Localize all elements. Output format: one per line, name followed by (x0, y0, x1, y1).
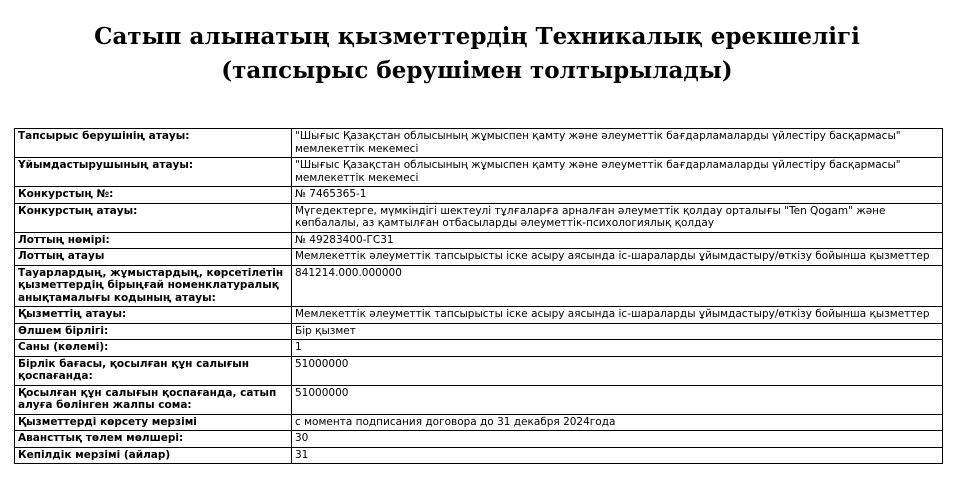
row-label: Тапсырыс берушінің атауы: (15, 129, 292, 158)
table-row-lot-name (15, 249, 943, 266)
row-value: "Шығыс Қазақстан облысының жұмыспен қамту және әлеуметтік бағдарламаларды үйлестіру басқармасы" мемлекеттік мекемесі (292, 129, 943, 158)
table-row-contest-number (15, 187, 943, 204)
table-row-quantity (15, 340, 943, 357)
row-label: Лоттың атауы (15, 249, 292, 266)
specification-table (14, 128, 943, 464)
title-line-1: Сатып алынатың қызметтердің Техникалық ерекшелігі (94, 23, 860, 50)
row-label: Лоттың нөмірі: (15, 232, 292, 249)
row-label: Авансттық төлем мөлшері: (15, 431, 292, 448)
table-row-customer-name (15, 129, 943, 158)
row-value: № 7465365-1 (292, 187, 943, 204)
row-value: 841214.000.000000 (292, 265, 943, 307)
row-label: Конкурстың атауы: (15, 203, 292, 232)
table-row-service-period (15, 414, 943, 431)
row-label: Конкурстың №: (15, 187, 292, 204)
row-label: Кепілдік мерзімі (айлар) (15, 447, 292, 464)
table-row-warranty-period (15, 447, 943, 464)
row-value: 1 (292, 340, 943, 357)
row-label: Қосылған құн салығын қоспағанда, сатып алуға бөлінген жалпы сома: (15, 385, 292, 414)
row-value: Мемлекеттік әлеуметтік тапсырысты іске асыру аясында іс-шараларды ұйымдастыру/өткізу бойынша қызметтер (292, 307, 943, 324)
row-value: Бір қызмет (292, 323, 943, 340)
title-line-2: (тапсырыс берушімен толтырылады) (221, 57, 733, 84)
row-value: № 49283400-ГС31 (292, 232, 943, 249)
row-label: Бірлік бағасы, қосылған құн салығын қоспағанда: (15, 356, 292, 385)
row-value: Мемлекеттік әлеуметтік тапсырысты іске асыру аясында іс-шараларды ұйымдастыру/өткізу бойынша қызметтер (292, 249, 943, 266)
table-row-organizer-name (15, 158, 943, 187)
row-label: Ұйымдастырушының атауы: (15, 158, 292, 187)
table-row-total-amount (15, 385, 943, 414)
table-row-unit-of-measure (15, 323, 943, 340)
table-row-contest-name (15, 203, 943, 232)
row-label: Тауарлардың, жұмыстардың, көрсетілетін қызметтердің бірыңғай номенклатуралық анықтамалығы кодының атауы: (15, 265, 292, 307)
table-row-advance-payment (15, 431, 943, 448)
row-value: 31 (292, 447, 943, 464)
row-value: 51000000 (292, 356, 943, 385)
row-label: Қызметтің атауы: (15, 307, 292, 324)
row-value: 30 (292, 431, 943, 448)
row-value: Мүгедектерге, мүмкіндігі шектеулі тұлғаларға арналған әлеуметтік қолдау орталығы "Ten Qogam" және көпбалалы, аз қамтылған отбасыларды әлеуметтік-психологиялық қолдау (292, 203, 943, 232)
row-label: Саны (көлемі): (15, 340, 292, 357)
page-title (0, 20, 954, 88)
table-row-unit-price (15, 356, 943, 385)
row-label: Өлшем бірлігі: (15, 323, 292, 340)
table-row-lot-number (15, 232, 943, 249)
row-label: Қызметтерді көрсету мерзімі (15, 414, 292, 431)
row-value: "Шығыс Қазақстан облысының жұмыспен қамту және әлеуметтік бағдарламаларды үйлестіру басқармасы" мемлекеттік мекемесі (292, 158, 943, 187)
table-row-service-name (15, 307, 943, 324)
table-row-nomenclature-code (15, 265, 943, 307)
row-value: 51000000 (292, 385, 943, 414)
row-value: с момента подписания договора до 31 декабря 2024года (292, 414, 943, 431)
